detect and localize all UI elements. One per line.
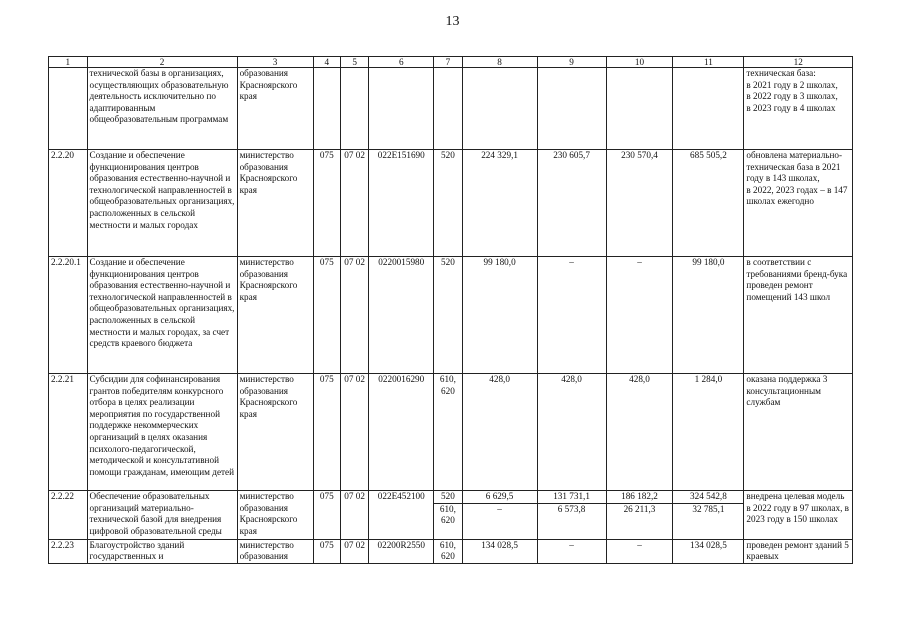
vr-code: 610, 620 <box>434 539 462 563</box>
csr-code: 0220016290 <box>369 374 434 491</box>
vr-code: 610, 620 <box>434 503 462 539</box>
column-number: 11 <box>673 57 744 68</box>
vr-code: 520 <box>434 257 462 374</box>
grbs-code: 075 <box>313 491 340 540</box>
table-row <box>49 491 853 504</box>
vr-code <box>434 68 462 150</box>
csr-code <box>369 68 434 150</box>
executor: министерство образования Красноярского края <box>237 491 313 540</box>
grbs-code: 075 <box>313 150 340 257</box>
column-number: 4 <box>313 57 340 68</box>
budget-table <box>48 56 853 564</box>
column-number: 6 <box>369 57 434 68</box>
vr-code: 610, 620 <box>434 374 462 491</box>
table-row <box>49 68 853 150</box>
expected-result: в соответствии с требованиями бренд-бука проведен ремонт помещений 143 школ <box>744 257 853 374</box>
page-number: 13 <box>445 14 460 29</box>
row-number: 2.2.23 <box>49 539 88 563</box>
rzpr-code: 07 02 <box>340 539 368 563</box>
amount-total: 99 180,0 <box>673 257 744 374</box>
amount-2021: 428,0 <box>462 374 537 491</box>
amount-total: 32 785,1 <box>673 503 744 539</box>
row-number: 2.2.22 <box>49 491 88 540</box>
amount-2021: 224 329,1 <box>462 150 537 257</box>
rzpr-code: 07 02 <box>340 374 368 491</box>
column-number: 9 <box>537 57 606 68</box>
grbs-code: 075 <box>313 539 340 563</box>
column-number: 12 <box>744 57 853 68</box>
amount-2023: 26 211,3 <box>606 503 673 539</box>
amount-2022: 428,0 <box>537 374 606 491</box>
column-number: 3 <box>237 57 313 68</box>
row-number: 2.2.20.1 <box>49 257 88 374</box>
amount-2022 <box>537 68 606 150</box>
measure-name: Создание и обеспечение функционирования центров образования естественно-научной и технологической направленностей в общеобразовательных организациях, расположенных в сельской местности и малых городах, за счет средств краевого бюджета <box>87 257 237 374</box>
amount-total <box>673 68 744 150</box>
row-number: 2.2.21 <box>49 374 88 491</box>
amount-2022: – <box>537 539 606 563</box>
rzpr-code: 07 02 <box>340 491 368 540</box>
rzpr-code <box>340 68 368 150</box>
table-row <box>49 257 853 374</box>
executor: министерство образования <box>237 539 313 563</box>
amount-2022: – <box>537 257 606 374</box>
csr-code: 02200R2550 <box>369 539 434 563</box>
amount-2023: – <box>606 539 673 563</box>
rzpr-code: 07 02 <box>340 150 368 257</box>
amount-2021: – <box>462 503 537 539</box>
executor: образования Красноярского края <box>237 68 313 150</box>
amount-2022: 6 573,8 <box>537 503 606 539</box>
expected-result: внедрена целевая модель в 2022 году в 97 школах, в 2023 году в 150 школах <box>744 491 853 540</box>
measure-name: Благоустройство зданий государственных и <box>87 539 237 563</box>
executor: министерство образования Красноярского края <box>237 374 313 491</box>
csr-code: 022Е452100 <box>369 491 434 540</box>
row-number: 2.2.20 <box>49 150 88 257</box>
executor: министерство образования Красноярского края <box>237 150 313 257</box>
amount-total: 134 028,5 <box>673 539 744 563</box>
measure-name: Субсидии для софинансирования грантов победителям конкурсного отбора в целях реализации мероприятия по государственной поддержке некоммерческих организаций в целях оказания психолого-педагогической, методической и консультативной помощи гражданам, имеющим детей <box>87 374 237 491</box>
rzpr-code: 07 02 <box>340 257 368 374</box>
table-row <box>49 150 853 257</box>
amount-2023: 186 182,2 <box>606 491 673 504</box>
expected-result: техническая база: в 2021 году в 2 школах, в 2022 году в 3 школах, в 2023 году в 4 школах <box>744 68 853 150</box>
executor: министерство образования Красноярского края <box>237 257 313 374</box>
grbs-code: 075 <box>313 257 340 374</box>
column-number: 7 <box>434 57 462 68</box>
expected-result: обновлена материально-техническая база в 2021 году в 143 школах, в 2022, 2023 годах – в 147 школах ежегодно <box>744 150 853 257</box>
measure-name: Обеспечение образовательных организаций материально-технической базой для внедрения цифровой образовательной среды <box>87 491 237 540</box>
csr-code: 0220015980 <box>369 257 434 374</box>
amount-2022: 131 731,1 <box>537 491 606 504</box>
amount-2021 <box>462 68 537 150</box>
table-row <box>49 374 853 491</box>
measure-name: технической базы в организациях, осуществляющих образовательную деятельность исключительно по адаптированным общеобразовательным программам <box>87 68 237 150</box>
column-number: 1 <box>49 57 88 68</box>
amount-2021: 134 028,5 <box>462 539 537 563</box>
vr-code: 520 <box>434 491 462 504</box>
amount-2022: 230 605,7 <box>537 150 606 257</box>
amount-2023: 230 570,4 <box>606 150 673 257</box>
column-number-row <box>49 57 853 68</box>
measure-name: Создание и обеспечение функционирования центров образования естественно-научной и технологической направленностей в общеобразовательных организациях, расположенных в сельской местности и малых городах <box>87 150 237 257</box>
amount-total: 324 542,8 <box>673 491 744 504</box>
expected-result: оказана поддержка 3 консультационным службам <box>744 374 853 491</box>
column-number: 8 <box>462 57 537 68</box>
grbs-code: 075 <box>313 374 340 491</box>
column-number: 2 <box>87 57 237 68</box>
amount-2023: – <box>606 257 673 374</box>
amount-2021: 99 180,0 <box>462 257 537 374</box>
amount-2021: 6 629,5 <box>462 491 537 504</box>
grbs-code <box>313 68 340 150</box>
amount-2023 <box>606 68 673 150</box>
vr-code: 520 <box>434 150 462 257</box>
row-number <box>49 68 88 150</box>
amount-total: 685 505,2 <box>673 150 744 257</box>
amount-2023: 428,0 <box>606 374 673 491</box>
expected-result: проведен ремонт зданий 5 краевых <box>744 539 853 563</box>
amount-total: 1 284,0 <box>673 374 744 491</box>
csr-code: 022Е151690 <box>369 150 434 257</box>
column-number: 5 <box>340 57 368 68</box>
column-number: 10 <box>606 57 673 68</box>
table-row <box>49 539 853 563</box>
